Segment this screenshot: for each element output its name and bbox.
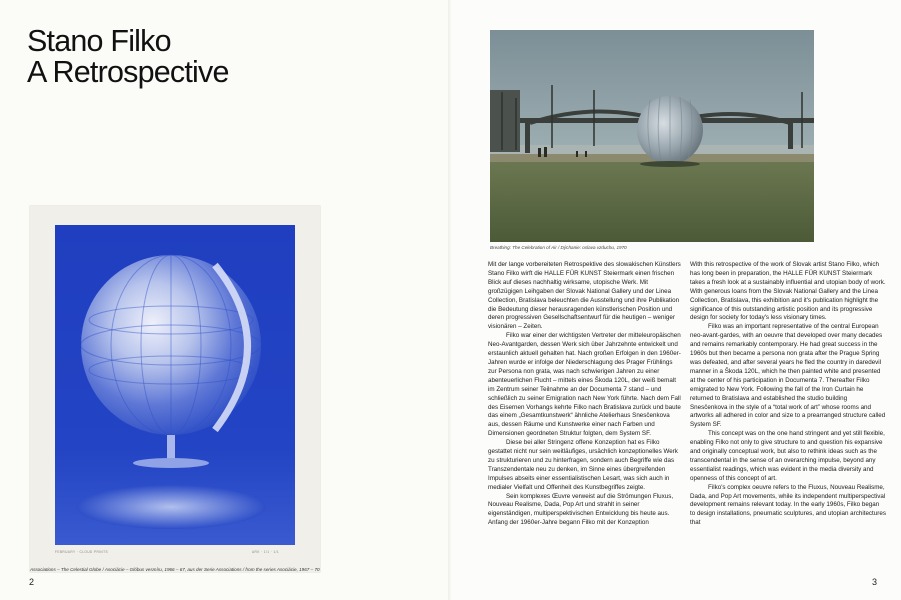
left-image-caption: Associations – The Celestial Globe / Asociácie – Glóbus vesmíru, 1966 – 67, aus der Serie Associations / from the series Asociácie, 1967 – 70: [30, 567, 320, 572]
german-paragraph: Diese bei aller Stringenz offene Konzeption hat es Filko gestattet nicht nur sein weitläufiges, ursächlich konzeptionelles Werk zu strukturieren und zu hinterfragen, sondern auch Begriffe wie das Transzendentale neu zu denken, im Sinne eines übergreifenden Impulses abseits einer essentialistischen Lesart, was sich auch in medialer Vielfalt und Offenheit des Kunstbegriffes zeigte.: [488, 439, 678, 491]
english-text-column: [690, 261, 886, 528]
page-number-right: 3: [872, 577, 878, 587]
title-line-1: Stano Filko: [27, 24, 171, 58]
photo-caption: Breathing: The Celebration of Air / Dýchanie: oslava vzduchu, 1970: [490, 245, 627, 250]
pneumatic-sphere-photo: [490, 30, 814, 242]
globe-print-sheet: [30, 206, 320, 572]
english-paragraph: Filko's complex oeuvre refers to the Fluxus, Nouveau Realisme, Dada, and Pop Art movements, while its independent multiperspectival development remains relevant today. In the early 1960s, Filko began to design installations, pneumatic sculptures, and utopian architectures that: [690, 483, 886, 527]
page-title: [27, 26, 229, 88]
german-text-column: [488, 261, 682, 528]
german-paragraph: Filko war einer der wichtigsten Vertreter der mitteleuropäischen Neo-Avantgarden, dessen Werk sich über Jahrzehnte entwickelt und erstaunlich aktuell gehalten hat. Nach großen Erfolgen in den 1960er-Jahren wurde er infolge der Niederschlagung des Prager Frühlings zur Persona non grata, was nach schwierigen Jahren zu einer abenteuerlichen Flucht – mittels eines Škoda 120L, der weiß bemalt im Zentrum seiner Teilnahme an der Documenta 7 stand – und schließlich zu seiner Emigration nach New York führte. Nach dem Fall des Eisernen Vorhangs kehrte Filko nach Bratislava zurück und baute das einem „Gesamtkunstwerk“ ähnliche Atelierhaus Snesčenkova aus, dessen Räume und Kunstwerke einer nach Farben und Dimensionen geordneten Struktur folgten, dem System SF.: [488, 332, 681, 438]
english-paragraph: With this retrospective of the work of Slovak artist Stano Filko, which has long been in preparation, the HALLE FÜR KUNST Steiermark takes a fresh look at a sustainably influential and utopian body of work. With generous loans from the Slovak National Gallery and the Linea Collection, Bratislava, this exhibition and it's publication highlight the significance of this outstanding artistic position and its progressive design for society for today's less visionary times.: [690, 261, 886, 322]
english-paragraph: Filko was an important representative of the central European neo-avant-gardes, with an oeuvre that developed over many decades and remains remarkably contemporary. He had great success in the 1960s but then became a persona non grata after the Prague Spring was defeated, and after several years he fled the country in daredevil manner in a Škoda 120L, which he then painted white and presented at the center of his participation in Documenta 7. Thereafter Filko emigrated to New York. Following the fall of the Iron Curtain he returned to Bratislava and established the studio building Snesčenkova in the style of a “total work of art” whose rooms and artworks all adhered in color and size to a prearranged structure called System SF.: [690, 323, 886, 429]
title-line-2: A Retrospective: [27, 55, 229, 89]
print-footer-right: ARK · 1/1 · 1/1: [252, 550, 280, 554]
celestial-globe-image: [55, 225, 295, 545]
english-paragraph: This concept was on the one hand stringent and yet still flexible, enabling Filko not only to give structure to and question his expansive and originally conceptual work, but also to rethink ideas such as the transcendental in the sense of an overarching impulse, beyond any essentialist readings, which was evident in the media diversity and openness of this concept of art.: [690, 430, 885, 482]
page-number-left: 2: [29, 577, 35, 587]
book-gutter: [448, 0, 452, 600]
print-footer-left: FEBRUARY · CLOUD PRINTS: [55, 550, 109, 554]
german-paragraph: Mit der lange vorbereiteten Retrospektive des slowakischen Künstlers Stano Filko wirft die HALLE FÜR KUNST Steiermark einen frischen Blick auf dieses nachhaltig wirksame, utopische Werk. Mit großzügigen Leihgaben der Slovak National Gallery und der Linea Collection, Bratislava beleuchten die Ausstellung und ihre Publikation die Bedeutung dieser herausragenden künstlerischen Position und deren progressiven Gesellschaftsentwurf für die heutigen – weniger visionären – Zeiten.: [488, 261, 681, 331]
german-paragraph: Sein komplexes Œuvre verweist auf die Strömungen Fluxus, Nouveau Realisme, Dada, Pop Art und strahlt in seiner eigenständigen, multiperspektivischen Entwicklung bis heute aus. Anfang der 1960er-Jahre begann Filko mit der Konzeption: [488, 492, 674, 527]
